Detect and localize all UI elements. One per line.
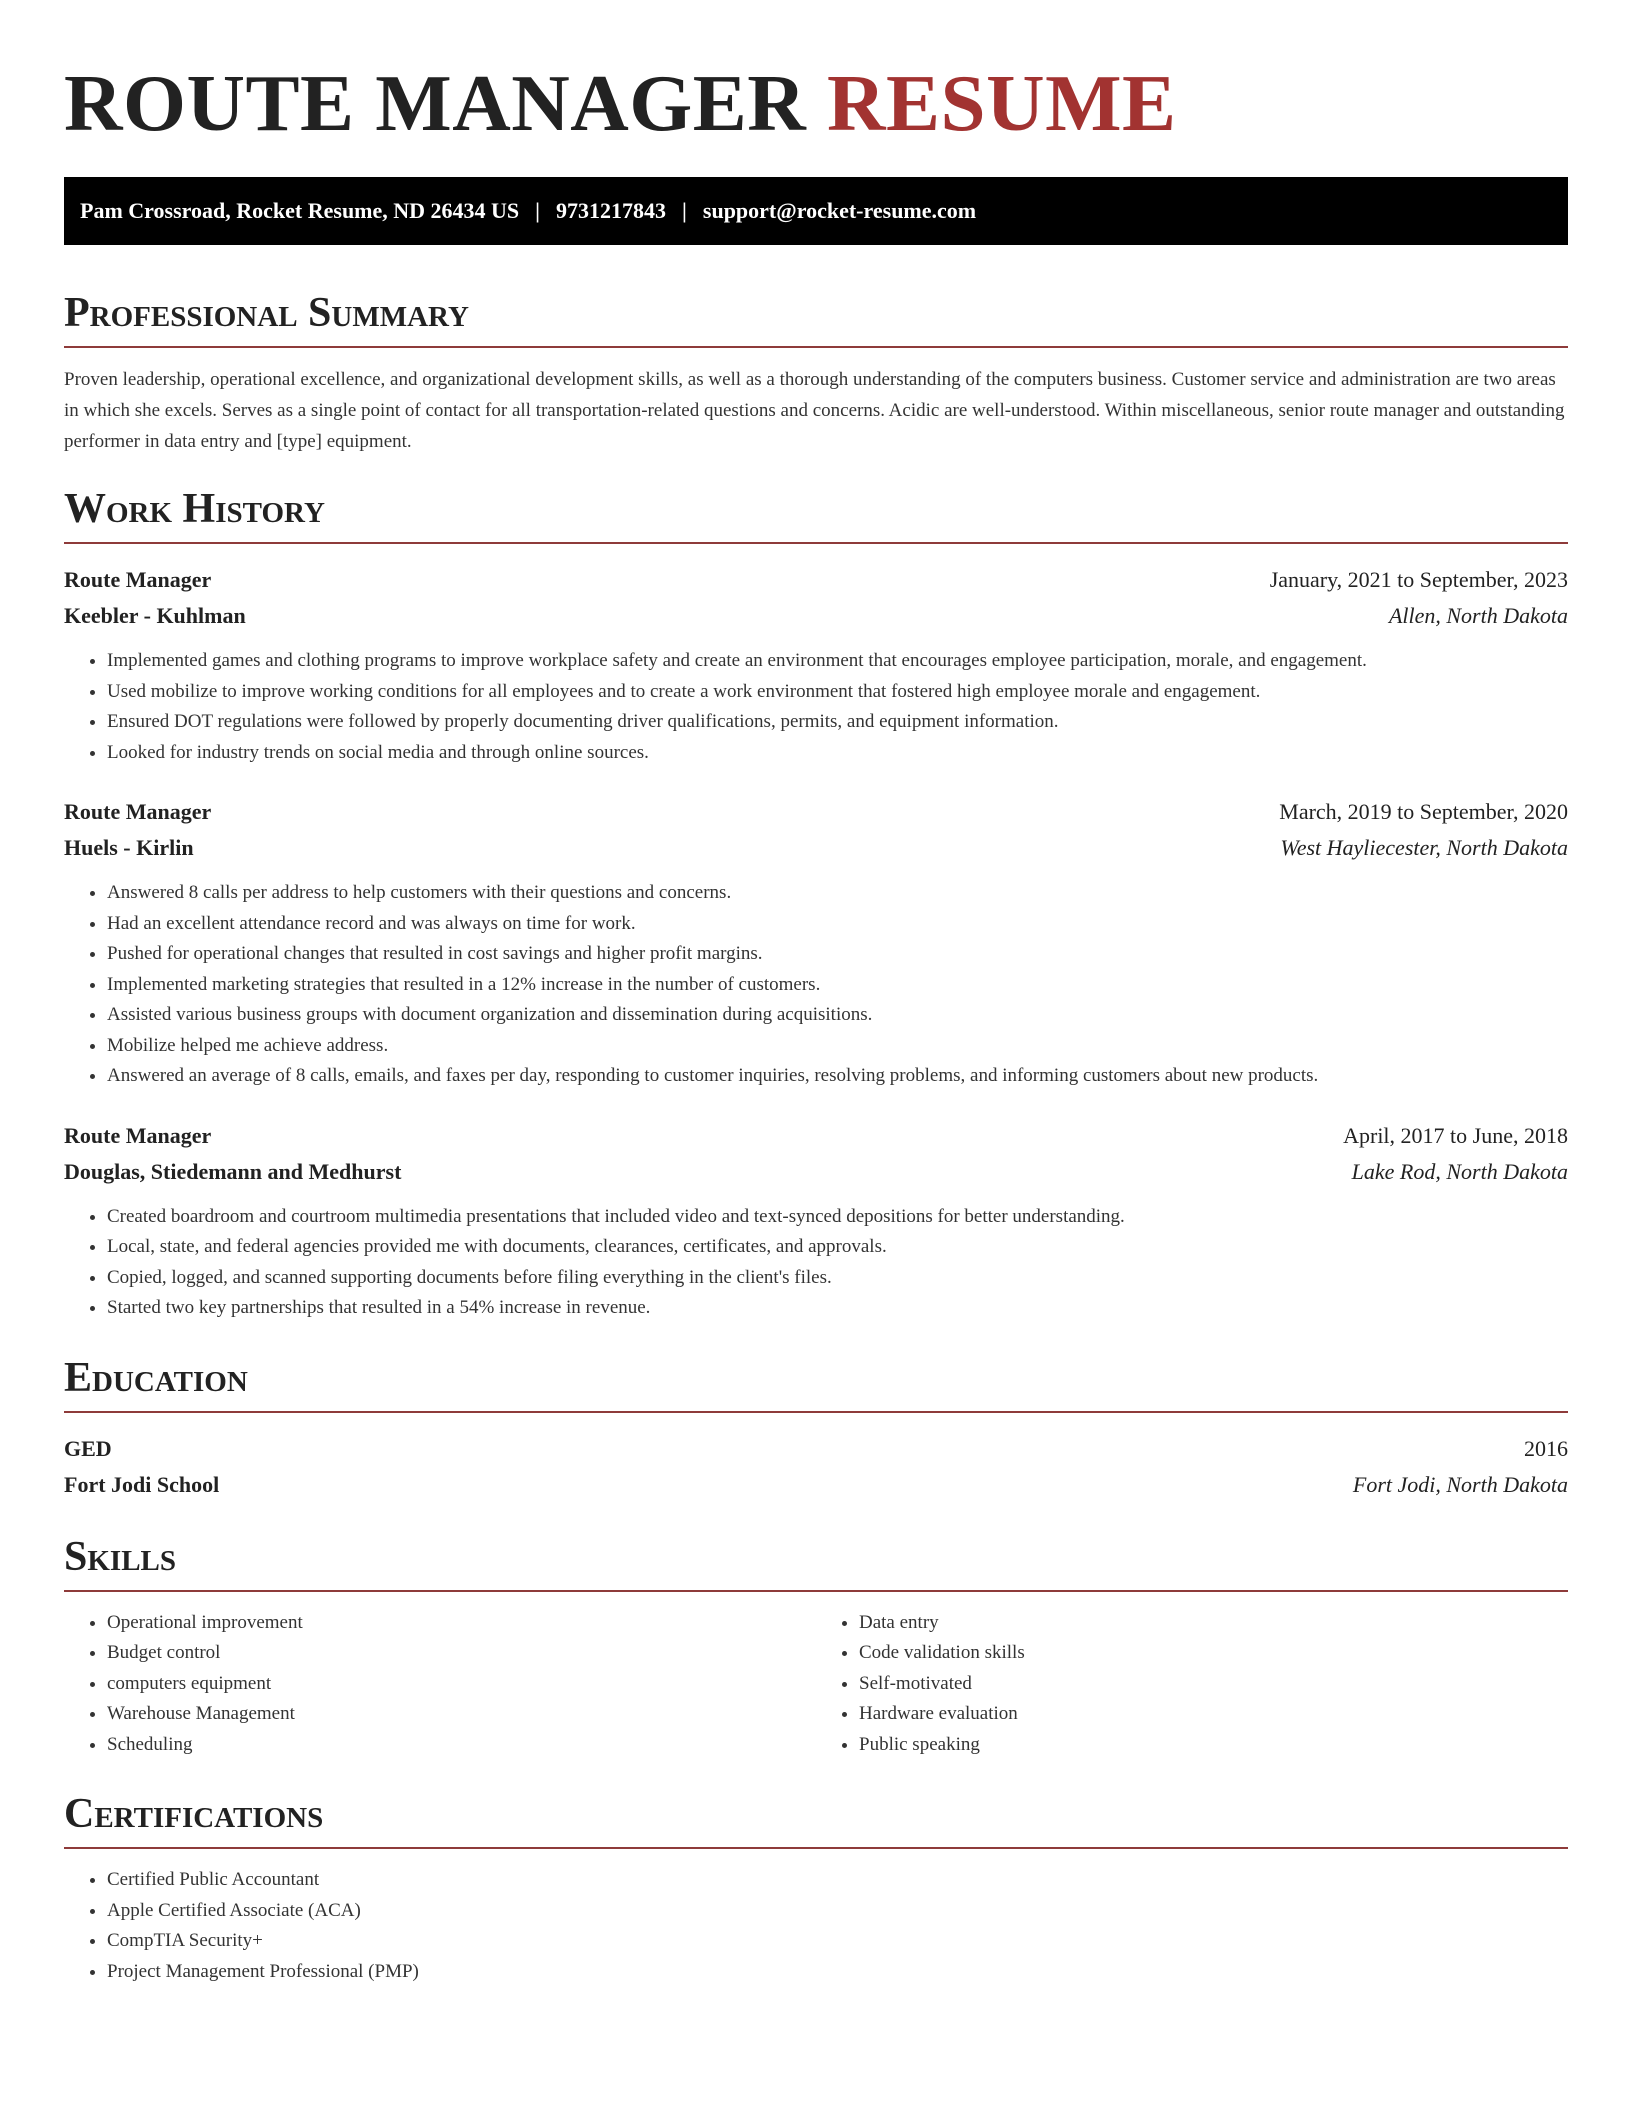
certifications-heading: Certifications xyxy=(64,1791,324,1837)
job-entry xyxy=(64,562,1568,768)
section-divider xyxy=(64,542,1568,544)
skill-item: • Scheduling xyxy=(107,1730,816,1761)
certifications-list xyxy=(64,1865,1568,1987)
title-main: ROUTE MANAGER xyxy=(64,58,807,148)
skill-item: • Warehouse Management xyxy=(107,1699,816,1730)
job-location: Lake Rod, North Dakota xyxy=(1351,1158,1568,1184)
job-title: Route Manager xyxy=(64,799,212,824)
contact-separator: | xyxy=(535,198,541,223)
job-bullet: • Answered an average of 8 calls, emails, and faxes per day, responding to customer inquiries, resolving problems, and informing customers about new products. xyxy=(107,1061,1568,1092)
contact-separator: | xyxy=(682,198,687,223)
summary-text: Proven leadership, operational excellence, and organizational development skills, as well as a thorough understanding of the computers business. Customer service and administration are two areas in which she excels. Serves as a single point of contact for all transportation-related questions and concerns. Acidic are well-understood. Within miscellaneous, senior route manager and outstanding performer in data entry and [type] equipment. xyxy=(64,369,1565,452)
job-bullets xyxy=(64,646,1568,768)
job-entry xyxy=(64,794,1568,1092)
certification-item: • CompTIA Security+ xyxy=(107,1926,1568,1957)
job-location: West Hayliecester, North Dakota xyxy=(1280,835,1568,860)
job-bullet: • Pushed for operational changes that resulted in cost savings and higher profit margins. xyxy=(107,939,1568,970)
skill-item: • Data entry xyxy=(859,1608,1568,1639)
skill-item: • computers equipment xyxy=(107,1669,816,1700)
job-bullet: • Copied, logged, and scanned supporting documents before filing everything in the client's files. xyxy=(107,1263,1568,1294)
contact-bar xyxy=(64,177,1568,245)
job-bullet: • Local, state, and federal agencies provided me with documents, clearances, certificates, and approvals. xyxy=(107,1232,1568,1263)
work-history-heading: Work History xyxy=(64,486,325,532)
job-company: Huels - Kirlin xyxy=(64,835,194,860)
education-location: Fort Jodi, North Dakota xyxy=(1352,1471,1568,1497)
job-bullet: • Implemented games and clothing programs to improve workplace safety and create an environment that encourages employee participation, morale, and engagement. xyxy=(107,646,1568,677)
skill-item: • Hardware evaluation xyxy=(859,1699,1568,1730)
job-dates: March, 2019 to September, 2020 xyxy=(1279,799,1568,824)
job-bullet: • Used mobilize to improve working conditions for all employees and to create a work environment that fostered high employee morale and engagement. xyxy=(107,677,1568,708)
skills-list-right xyxy=(816,1608,1568,1761)
certification-item: • Apple Certified Associate (ACA) xyxy=(107,1896,1568,1927)
summary-heading: Professional Summary xyxy=(64,290,469,336)
education-subheader xyxy=(64,1467,1568,1503)
education-school: Fort Jodi School xyxy=(64,1471,220,1497)
job-bullet: • Assisted various business groups with document organization and dissemination during acquisitions. xyxy=(107,1000,1568,1031)
job-header xyxy=(64,794,1568,830)
job-bullets xyxy=(64,878,1568,1092)
job-bullet: • Created boardroom and courtroom multimedia presentations that included video and text-synced depositions for better understanding. xyxy=(107,1202,1568,1233)
job-title: Route Manager xyxy=(64,1122,212,1148)
skill-item: • Budget control xyxy=(107,1638,816,1669)
skill-item: • Public speaking xyxy=(859,1730,1568,1761)
section-divider xyxy=(64,1590,1568,1592)
skill-item: • Operational improvement xyxy=(107,1608,816,1639)
job-bullet: • Looked for industry trends on social media and through online sources. xyxy=(107,738,1568,769)
resume-title xyxy=(64,0,1568,148)
job-bullet: • Implemented marketing strategies that resulted in a 12% increase in the number of customers. xyxy=(107,970,1568,1001)
skill-item: • Self-motivated xyxy=(859,1669,1568,1700)
job-dates: April, 2017 to June, 2018 xyxy=(1343,1122,1568,1148)
job-bullet: • Ensured DOT regulations were followed by properly documenting driver qualifications, permits, and equipment information. xyxy=(107,707,1568,738)
job-subheader xyxy=(64,598,1568,634)
skills-list-left xyxy=(64,1608,816,1761)
job-entry xyxy=(64,1118,1568,1324)
contact-phone: 9731217843 xyxy=(556,198,667,223)
certification-item: • Certified Public Accountant xyxy=(107,1865,1568,1896)
job-location: Allen, North Dakota xyxy=(1388,603,1568,628)
job-company: Keebler - Kuhlman xyxy=(64,603,246,628)
title-accent: RESUME xyxy=(827,58,1177,148)
job-bullets xyxy=(64,1202,1568,1324)
job-header xyxy=(64,562,1568,598)
job-subheader xyxy=(64,830,1568,866)
skills-grid xyxy=(64,1608,1568,1761)
job-bullet: • Mobilize helped me achieve address. xyxy=(107,1031,1568,1062)
skills-heading: Skills xyxy=(64,1533,177,1580)
job-bullet: • Had an excellent attendance record and was always on time for work. xyxy=(107,909,1568,940)
job-bullet: • Answered 8 calls per address to help customers with their questions and concerns. xyxy=(107,878,1568,909)
job-dates: January, 2021 to September, 2023 xyxy=(1269,567,1568,592)
education-header xyxy=(64,1431,1568,1467)
skill-item: • Code validation skills xyxy=(859,1638,1568,1669)
job-subheader xyxy=(64,1154,1568,1190)
section-divider xyxy=(64,1847,1568,1849)
education-entry xyxy=(64,1431,1568,1503)
education-degree: GED xyxy=(64,1435,112,1461)
job-title: Route Manager xyxy=(64,567,212,592)
education-year: 2016 xyxy=(1524,1435,1568,1461)
certification-item: • Project Management Professional (PMP) xyxy=(107,1957,1568,1988)
contact-address: Pam Crossroad, Rocket Resume, ND 26434 US xyxy=(80,198,520,223)
education-heading: Education xyxy=(64,1354,248,1401)
section-divider xyxy=(64,1411,1568,1413)
job-company: Douglas, Stiedemann and Medhurst xyxy=(64,1158,402,1184)
job-header xyxy=(64,1118,1568,1154)
contact-email: support@rocket-resume.com xyxy=(702,198,977,223)
section-divider xyxy=(64,346,1568,348)
job-bullet: • Started two key partnerships that resulted in a 54% increase in revenue. xyxy=(107,1293,1568,1324)
